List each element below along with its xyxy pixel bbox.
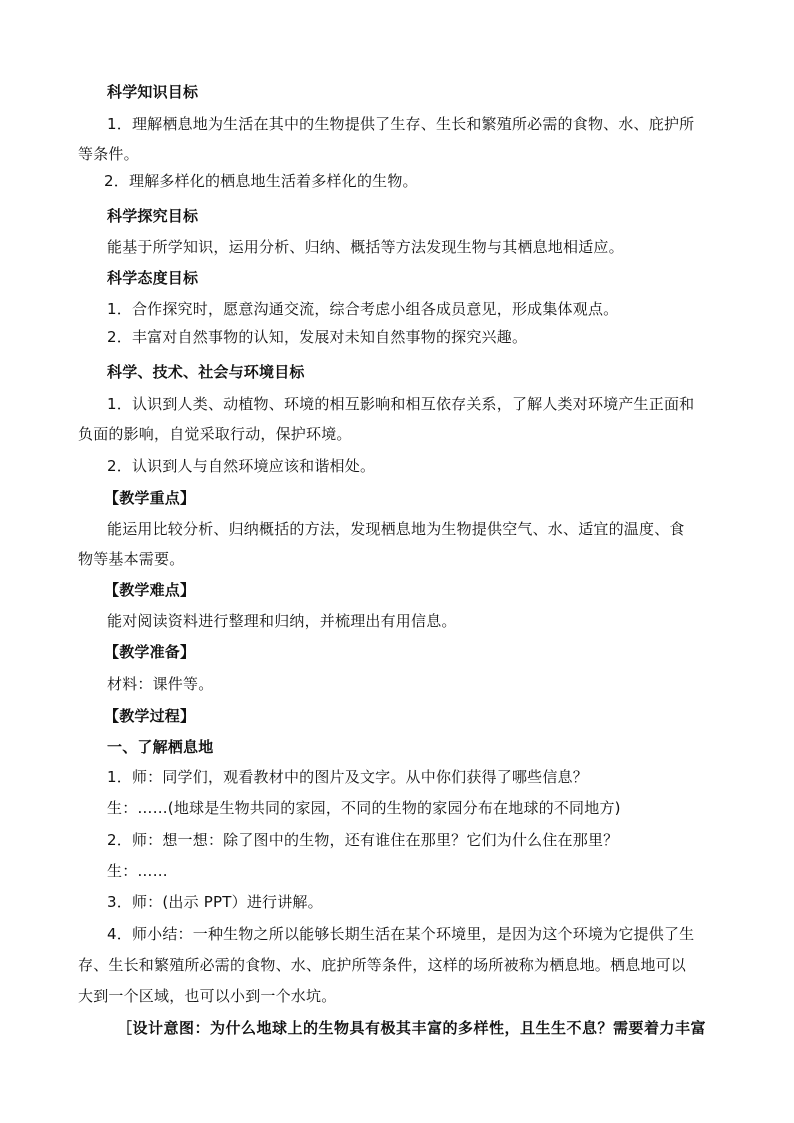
heading-science-inquiry: 科学探究目标 [107,207,199,225]
heading-teaching-preparation: 【教学准备】 [104,643,196,661]
paragraph: 1．合作探究时，愿意沟通交流，综合考虑小组各成员意见，形成集体观点。 [107,300,619,318]
paragraph: 2．认识到人与自然环境应该和谐相处。 [107,457,376,475]
paragraph: 3．师：(出示 PPT）进行讲解。 [107,893,323,911]
heading-stse: 科学、技术、社会与环境目标 [107,363,305,381]
heading-teaching-difficulty: 【教学难点】 [104,581,196,599]
paragraph: 2．丰富对自然事物的认知，发展对未知自然事物的探究兴趣。 [107,328,528,346]
paragraph: 生：……(地球是生物共同的家园，不同的生物的家园分布在地球的不同地方) [107,799,621,817]
paragraph: 等条件。 [78,145,139,163]
paragraph: 负面的影响，自觉采取行动，保护环境。 [78,425,352,443]
paragraph: 2．理解多样化的栖息地生活着多样化的生物。 [104,172,418,190]
paragraph: 1．认识到人类、动植物、环境的相互影响和相互依存关系，了解人类对环境产生正面和 [107,395,695,413]
heading-science-attitude: 科学态度目标 [107,269,199,287]
design-intent-note: ［设计意图：为什么地球上的生物具有极其丰富的多样性，且生生不息？需要着力丰富 [117,1019,707,1037]
heading-teaching-focus: 【教学重点】 [104,489,196,507]
heading-teaching-process: 【教学过程】 [104,707,196,725]
paragraph: 能运用比较分析、归纳概括的方法，发现栖息地为生物提供空气、水、适宜的温度、食 [107,520,685,538]
heading-section-1: 一、了解栖息地 [107,738,214,756]
paragraph: 能基于所学知识，运用分析、归纳、概括等方法发现生物与其栖息地相适应。 [107,238,624,256]
paragraph: 物等基本需要。 [78,550,185,568]
heading-science-knowledge: 科学知识目标 [107,83,199,101]
paragraph: 材料：课件等。 [107,675,214,693]
paragraph: 2．师：想一想：除了图中的生物，还有谁住在那里？它们为什么住在那里？ [107,831,619,849]
paragraph: 能对阅读资料进行整理和归纳，并梳理出有用信息。 [107,612,457,630]
paragraph: 存、生长和繁殖所必需的食物、水、庇护所等条件，这样的场所被称为栖息地。栖息地可以 [78,956,687,974]
paragraph: 4．师小结：一种生物之所以能够长期生活在某个环境里，是因为这个环境为它提供了生 [107,925,695,943]
paragraph: 1．师：同学们，观看教材中的图片及文字。从中你们获得了哪些信息？ [107,768,588,786]
paragraph: 1．理解栖息地为生活在其中的生物提供了生存、生长和繁殖所必需的食物、水、庇护所 [107,115,695,133]
paragraph: 生：…… [107,862,168,880]
paragraph: 大到一个区域，也可以小到一个水坑。 [78,987,337,1005]
